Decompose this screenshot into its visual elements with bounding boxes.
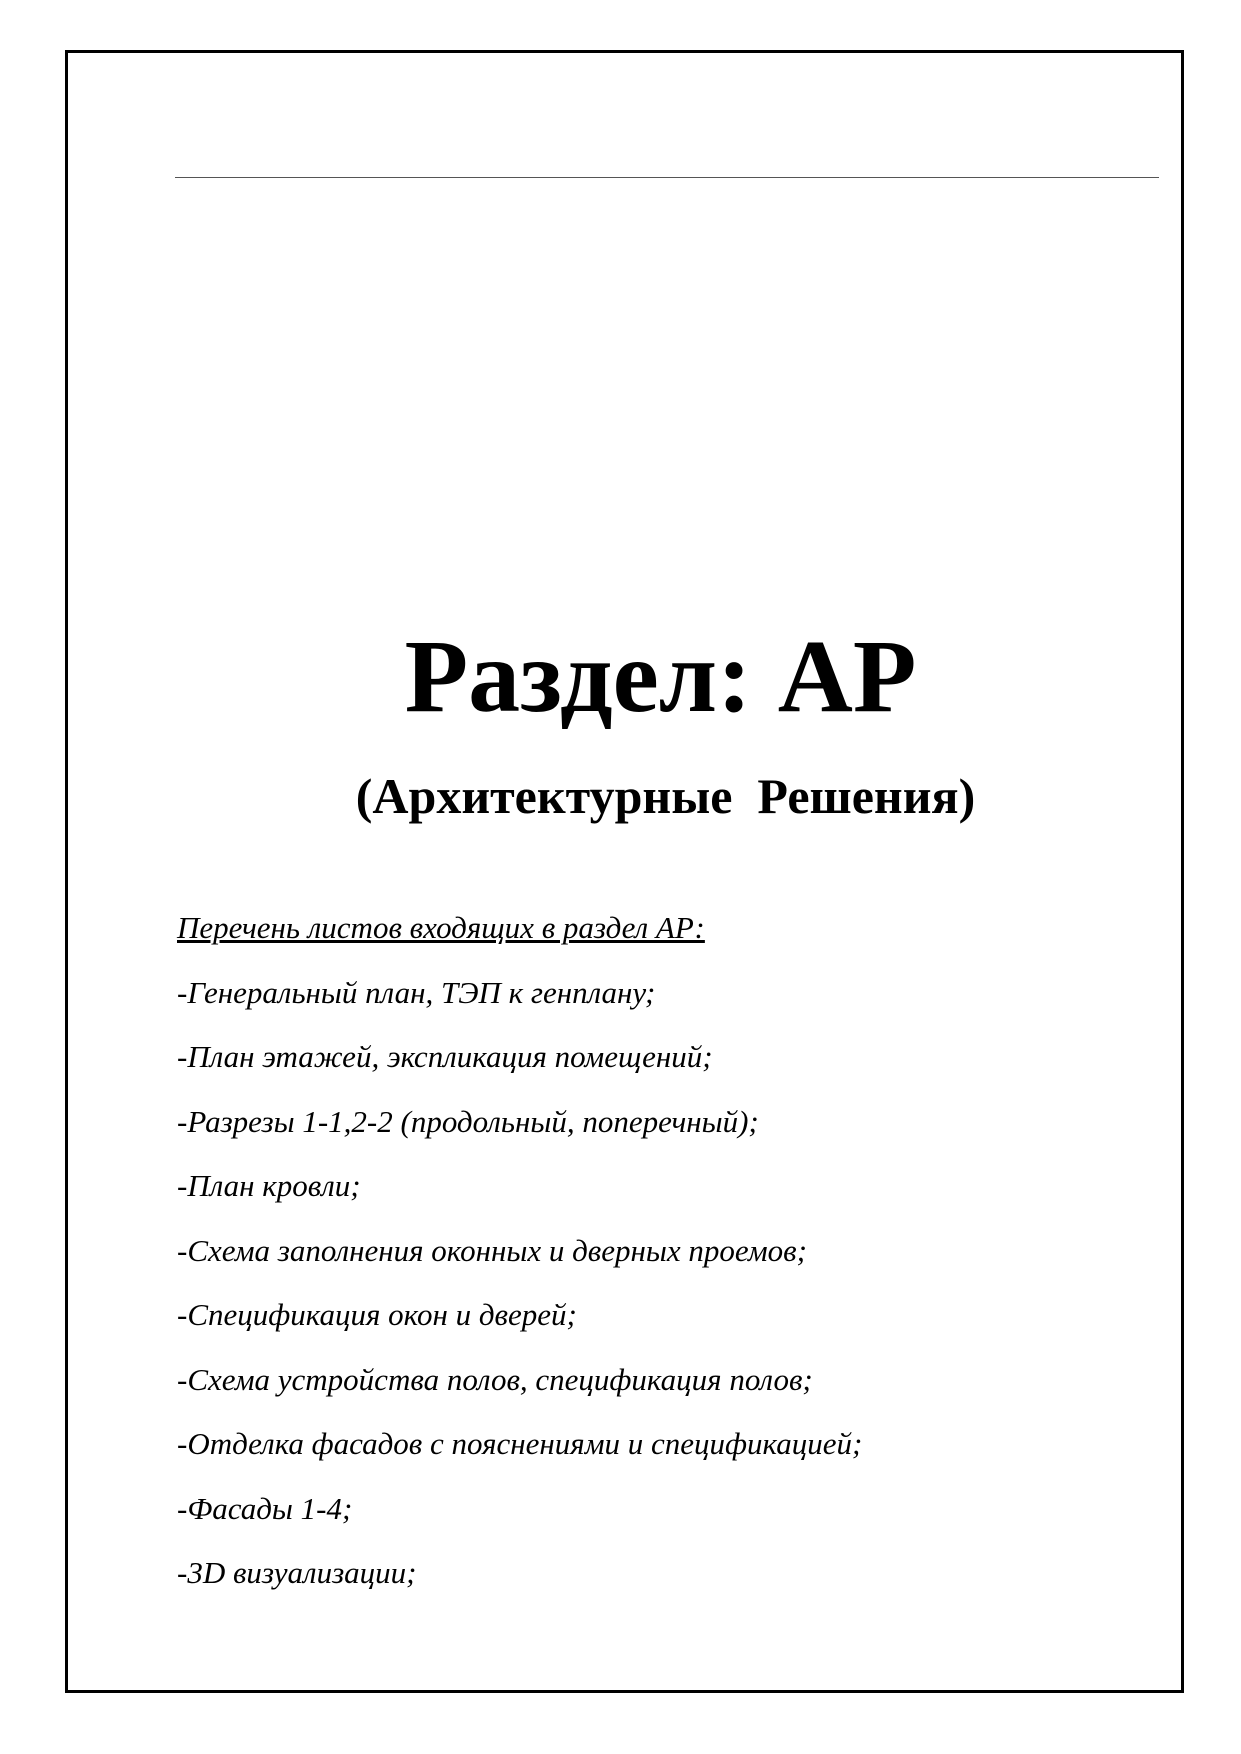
- sheet-list-item: -Генеральный план, ТЭП к генплану;: [177, 974, 656, 1010]
- sheet-list-item: -Схема заполнения оконных и дверных проемов;: [177, 1232, 807, 1268]
- sheet-list-item: -Спецификация окон и дверей;: [177, 1297, 577, 1332]
- sheet-list-item: -План кровли;: [177, 1168, 361, 1203]
- sheet-list-item: -3D визуализации;: [177, 1555, 417, 1590]
- sheet-list-heading: Перечень листов входящих в раздел АР:: [177, 910, 705, 945]
- section-title: Раздел: АР: [404, 619, 917, 734]
- sheet-list-item: -Отделка фасадов с пояснениями и спецификацией;: [177, 1426, 863, 1461]
- section-subtitle: (Архитектурные Решения): [355, 768, 976, 824]
- header-rule: [175, 177, 1159, 178]
- sheet-list-item: -Разрезы 1-1,2-2 (продольный, поперечный);: [177, 1103, 759, 1139]
- sheet-list-item: -Схема устройства полов, спецификация полов;: [177, 1361, 813, 1397]
- sheet-list-item: -Фасады 1-4;: [177, 1490, 353, 1526]
- sheet-list: [177, 896, 1137, 1606]
- sheet-list-item: -План этажей, экспликация помещений;: [177, 1039, 713, 1074]
